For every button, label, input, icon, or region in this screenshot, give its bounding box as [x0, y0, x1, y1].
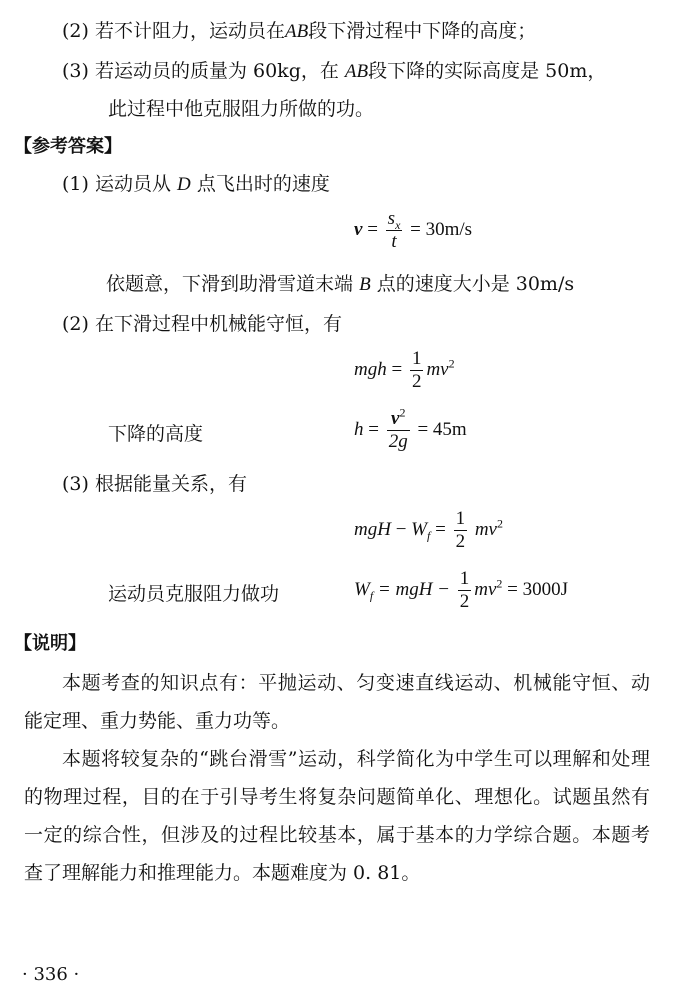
energy-relation-equation: mgH − $W_f$ = $\frac{1}{2}$ $mv^2$	[354, 508, 503, 552]
height-label: 下降的高度	[108, 423, 204, 445]
fraction: $\frac{1}{2}$	[411, 348, 422, 392]
fraction: $\frac{v^2}{2g}$	[388, 405, 408, 452]
fraction: $\frac{s_x}{t}$	[387, 208, 401, 252]
item-number: (2)	[62, 20, 89, 42]
item-number: (3)	[62, 60, 89, 82]
answer-heading: 【参考答案】	[14, 136, 122, 157]
work-label: 运动员克服阻力做功	[108, 583, 280, 605]
question-item-3-continued: 此过程中他克服阻力所做的功。	[108, 98, 375, 120]
fraction: $\frac{1}{2}$	[455, 508, 466, 552]
page-number: · 336 ·	[22, 964, 80, 985]
energy-conservation-equation: mgh = $\frac{1}{2}$ $mv^2$	[354, 348, 455, 392]
answer-part-1: (1) 运动员从 D 点飞出时的速度	[62, 173, 330, 195]
question-item-3: (3) 若运动员的质量为 60kg，在 AB段下降的实际高度是 50m，	[62, 60, 607, 82]
explain-heading: 【说明】	[14, 633, 86, 654]
height-equation: h = $\frac{v^2}{2g}$ = 45m	[354, 405, 467, 452]
answer-part-1-conclusion: 依题意，下滑到助滑雪道末端 B 点的速度大小是 30m/s	[106, 273, 575, 295]
answer-part-3: (3) 根据能量关系，有	[62, 473, 247, 495]
explain-paragraph-1: 本题考查的知识点有：平抛运动、匀变速直线运动、机械能守恒、动能定理、重力势能、重力功等。	[24, 672, 650, 732]
work-equation: $W_f$ = mgH − $\frac{1}{2}$ $mv^2 = 3000J$	[354, 568, 569, 612]
answer-part-2: (2) 在下滑过程中机械能守恒，有	[62, 313, 342, 335]
fraction: $\frac{1}{2}$	[459, 568, 470, 612]
velocity-equation: v = $\frac{s_x}{t}$ = 30m/s	[354, 208, 473, 252]
question-item-2: (2) 若不计阻力，运动员在AB段下滑过程中下降的高度；	[62, 20, 537, 42]
explain-paragraph-2: 本题将较复杂的“跳台滑雪”运动，科学简化为中学生可以理解和处理的物理过程，目的在于引导考生将复杂问题简单化、理想化。试题虽然有一定的综合性，但涉及的过程比较基本，属于基本的力学综合题。本题考查了理解能力和推理能力。本题难度为 0. 81。	[24, 748, 650, 884]
